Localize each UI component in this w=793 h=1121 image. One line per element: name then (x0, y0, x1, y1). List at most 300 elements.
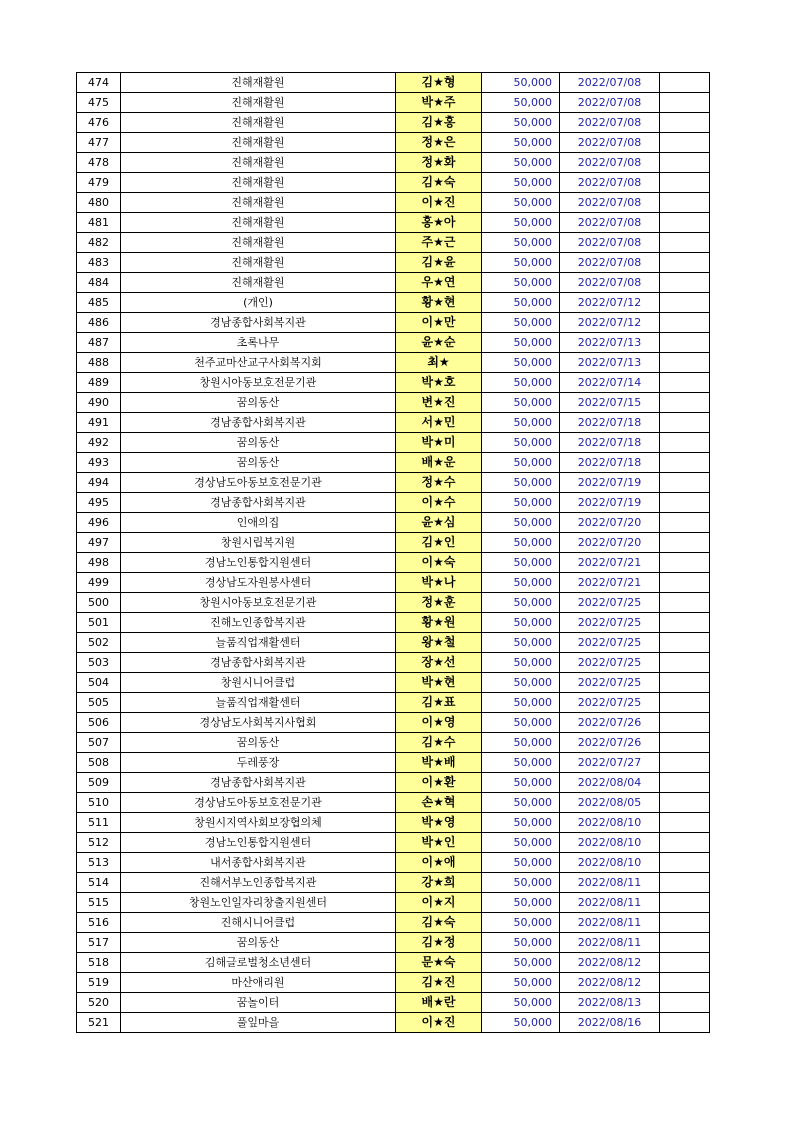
table-row (77, 913, 710, 933)
row-number-cell: 513 (77, 853, 121, 873)
amount-cell: 50,000 (482, 773, 560, 793)
date-cell: 2022/07/19 (560, 493, 660, 513)
note-cell (660, 813, 710, 833)
date-cell: 2022/07/15 (560, 393, 660, 413)
donor-name-cell: 이★숙 (396, 553, 482, 573)
date-cell: 2022/08/11 (560, 893, 660, 913)
donor-name-cell: 정★은 (396, 133, 482, 153)
date-cell: 2022/08/11 (560, 913, 660, 933)
organization-cell: 진해서부노인종합복지관 (121, 873, 396, 893)
date-cell: 2022/07/14 (560, 373, 660, 393)
table-row (77, 513, 710, 533)
row-number-cell: 521 (77, 1013, 121, 1033)
organization-cell: 진해재활원 (121, 173, 396, 193)
donor-name-cell: 왕★철 (396, 633, 482, 653)
amount-cell: 50,000 (482, 453, 560, 473)
table-row (77, 273, 710, 293)
date-cell: 2022/07/27 (560, 753, 660, 773)
organization-cell: 진해재활원 (121, 93, 396, 113)
row-number-cell: 491 (77, 413, 121, 433)
amount-cell: 50,000 (482, 113, 560, 133)
row-number-cell: 514 (77, 873, 121, 893)
table-row (77, 413, 710, 433)
note-cell (660, 993, 710, 1013)
amount-cell: 50,000 (482, 853, 560, 873)
organization-cell: 진해재활원 (121, 73, 396, 93)
date-cell: 2022/07/25 (560, 673, 660, 693)
date-cell: 2022/08/11 (560, 933, 660, 953)
table-row (77, 93, 710, 113)
row-number-cell: 502 (77, 633, 121, 653)
row-number-cell: 511 (77, 813, 121, 833)
amount-cell: 50,000 (482, 813, 560, 833)
amount-cell: 50,000 (482, 333, 560, 353)
date-cell: 2022/07/08 (560, 273, 660, 293)
table-row (77, 973, 710, 993)
donor-name-cell: 주★근 (396, 233, 482, 253)
note-cell (660, 853, 710, 873)
note-cell (660, 613, 710, 633)
row-number-cell: 500 (77, 593, 121, 613)
date-cell: 2022/07/26 (560, 713, 660, 733)
date-cell: 2022/07/08 (560, 153, 660, 173)
note-cell (660, 933, 710, 953)
donor-name-cell: 이★영 (396, 713, 482, 733)
organization-cell: 경상남도아동보호전문기관 (121, 473, 396, 493)
donor-name-cell: 윤★심 (396, 513, 482, 533)
note-cell (660, 353, 710, 373)
amount-cell: 50,000 (482, 253, 560, 273)
donor-name-cell: 김★형 (396, 73, 482, 93)
organization-cell: 창원노인일자리창출지원센터 (121, 893, 396, 913)
donation-table-body (77, 73, 710, 1033)
note-cell (660, 693, 710, 713)
note-cell (660, 193, 710, 213)
row-number-cell: 498 (77, 553, 121, 573)
date-cell: 2022/07/08 (560, 213, 660, 233)
organization-cell: 진해시니어클럽 (121, 913, 396, 933)
note-cell (660, 553, 710, 573)
note-cell (660, 133, 710, 153)
amount-cell: 50,000 (482, 953, 560, 973)
row-number-cell: 519 (77, 973, 121, 993)
date-cell: 2022/07/25 (560, 653, 660, 673)
note-cell (660, 293, 710, 313)
date-cell: 2022/07/08 (560, 113, 660, 133)
table-row (77, 933, 710, 953)
donor-name-cell: 윤★순 (396, 333, 482, 353)
note-cell (660, 833, 710, 853)
table-row (77, 993, 710, 1013)
note-cell (660, 753, 710, 773)
row-number-cell: 508 (77, 753, 121, 773)
note-cell (660, 573, 710, 593)
date-cell: 2022/08/12 (560, 973, 660, 993)
table-row (77, 373, 710, 393)
row-number-cell: 504 (77, 673, 121, 693)
note-cell (660, 93, 710, 113)
table-row (77, 873, 710, 893)
note-cell (660, 433, 710, 453)
amount-cell: 50,000 (482, 973, 560, 993)
row-number-cell: 501 (77, 613, 121, 633)
date-cell: 2022/08/10 (560, 813, 660, 833)
donor-name-cell: 박★호 (396, 373, 482, 393)
table-row (77, 473, 710, 493)
table-row (77, 733, 710, 753)
table-row (77, 173, 710, 193)
date-cell: 2022/07/20 (560, 533, 660, 553)
donor-name-cell: 이★만 (396, 313, 482, 333)
note-cell (660, 533, 710, 553)
row-number-cell: 489 (77, 373, 121, 393)
organization-cell: 창원시지역사회보장협의체 (121, 813, 396, 833)
note-cell (660, 593, 710, 613)
note-cell (660, 873, 710, 893)
donor-name-cell: 문★숙 (396, 953, 482, 973)
table-row (77, 793, 710, 813)
date-cell: 2022/07/13 (560, 333, 660, 353)
row-number-cell: 480 (77, 193, 121, 213)
table-row (77, 333, 710, 353)
organization-cell: (개인) (121, 293, 396, 313)
note-cell (660, 453, 710, 473)
donor-name-cell: 이★진 (396, 1013, 482, 1033)
row-number-cell: 483 (77, 253, 121, 273)
note-cell (660, 493, 710, 513)
table-row (77, 353, 710, 373)
row-number-cell: 495 (77, 493, 121, 513)
note-cell (660, 173, 710, 193)
date-cell: 2022/07/08 (560, 173, 660, 193)
organization-cell: 내서종합사회복지관 (121, 853, 396, 873)
table-row (77, 693, 710, 713)
table-row (77, 773, 710, 793)
amount-cell: 50,000 (482, 833, 560, 853)
amount-cell: 50,000 (482, 433, 560, 453)
organization-cell: 꿈의동산 (121, 733, 396, 753)
note-cell (660, 333, 710, 353)
amount-cell: 50,000 (482, 153, 560, 173)
amount-cell: 50,000 (482, 133, 560, 153)
note-cell (660, 1013, 710, 1033)
organization-cell: 김해글로벌청소년센터 (121, 953, 396, 973)
date-cell: 2022/07/25 (560, 593, 660, 613)
donor-name-cell: 변★진 (396, 393, 482, 413)
date-cell: 2022/07/21 (560, 573, 660, 593)
organization-cell: 진해재활원 (121, 113, 396, 133)
row-number-cell: 506 (77, 713, 121, 733)
organization-cell: 천주교마산교구사회복지회 (121, 353, 396, 373)
date-cell: 2022/08/13 (560, 993, 660, 1013)
organization-cell: 꿈의동산 (121, 433, 396, 453)
organization-cell: 꿈놀이터 (121, 993, 396, 1013)
donor-name-cell: 이★지 (396, 893, 482, 913)
organization-cell: 경남종합사회복지관 (121, 313, 396, 333)
amount-cell: 50,000 (482, 573, 560, 593)
table-row (77, 633, 710, 653)
amount-cell: 50,000 (482, 473, 560, 493)
amount-cell: 50,000 (482, 673, 560, 693)
amount-cell: 50,000 (482, 553, 560, 573)
row-number-cell: 493 (77, 453, 121, 473)
row-number-cell: 482 (77, 233, 121, 253)
donor-name-cell: 황★현 (396, 293, 482, 313)
amount-cell: 50,000 (482, 193, 560, 213)
table-row (77, 713, 710, 733)
donor-name-cell: 김★숙 (396, 913, 482, 933)
note-cell (660, 113, 710, 133)
amount-cell: 50,000 (482, 713, 560, 733)
date-cell: 2022/07/08 (560, 193, 660, 213)
table-row (77, 293, 710, 313)
organization-cell: 진해재활원 (121, 233, 396, 253)
table-row (77, 233, 710, 253)
donor-name-cell: 강★희 (396, 873, 482, 893)
date-cell: 2022/08/16 (560, 1013, 660, 1033)
table-row (77, 313, 710, 333)
table-row (77, 893, 710, 913)
date-cell: 2022/08/11 (560, 873, 660, 893)
amount-cell: 50,000 (482, 213, 560, 233)
table-row (77, 533, 710, 553)
donor-name-cell: 박★미 (396, 433, 482, 453)
row-number-cell: 520 (77, 993, 121, 1013)
donor-name-cell: 서★민 (396, 413, 482, 433)
note-cell (660, 373, 710, 393)
table-row (77, 433, 710, 453)
organization-cell: 경남종합사회복지관 (121, 653, 396, 673)
row-number-cell: 474 (77, 73, 121, 93)
date-cell: 2022/07/26 (560, 733, 660, 753)
note-cell (660, 633, 710, 653)
organization-cell: 늘품직업재활센터 (121, 633, 396, 653)
row-number-cell: 494 (77, 473, 121, 493)
row-number-cell: 479 (77, 173, 121, 193)
donor-name-cell: 김★정 (396, 933, 482, 953)
amount-cell: 50,000 (482, 73, 560, 93)
donor-name-cell: 손★혁 (396, 793, 482, 813)
row-number-cell: 481 (77, 213, 121, 233)
donor-name-cell: 김★수 (396, 733, 482, 753)
date-cell: 2022/07/19 (560, 473, 660, 493)
donor-name-cell: 정★화 (396, 153, 482, 173)
row-number-cell: 478 (77, 153, 121, 173)
amount-cell: 50,000 (482, 493, 560, 513)
amount-cell: 50,000 (482, 733, 560, 753)
note-cell (660, 733, 710, 753)
table-row (77, 813, 710, 833)
table-row (77, 113, 710, 133)
table-row (77, 1013, 710, 1033)
amount-cell: 50,000 (482, 753, 560, 773)
donor-name-cell: 정★수 (396, 473, 482, 493)
row-number-cell: 496 (77, 513, 121, 533)
table-row (77, 673, 710, 693)
note-cell (660, 513, 710, 533)
organization-cell: 진해재활원 (121, 133, 396, 153)
organization-cell: 초록나무 (121, 333, 396, 353)
row-number-cell: 475 (77, 93, 121, 113)
row-number-cell: 515 (77, 893, 121, 913)
organization-cell: 진해재활원 (121, 153, 396, 173)
organization-cell: 경남종합사회복지관 (121, 773, 396, 793)
donor-name-cell: 박★현 (396, 673, 482, 693)
donor-name-cell: 김★인 (396, 533, 482, 553)
table-row (77, 213, 710, 233)
row-number-cell: 499 (77, 573, 121, 593)
amount-cell: 50,000 (482, 893, 560, 913)
organization-cell: 진해재활원 (121, 193, 396, 213)
table-row (77, 193, 710, 213)
donor-name-cell: 장★선 (396, 653, 482, 673)
date-cell: 2022/07/25 (560, 633, 660, 653)
date-cell: 2022/08/04 (560, 773, 660, 793)
date-cell: 2022/07/08 (560, 73, 660, 93)
date-cell: 2022/07/08 (560, 133, 660, 153)
amount-cell: 50,000 (482, 913, 560, 933)
amount-cell: 50,000 (482, 613, 560, 633)
donor-name-cell: 김★윤 (396, 253, 482, 273)
note-cell (660, 313, 710, 333)
donor-name-cell: 이★애 (396, 853, 482, 873)
note-cell (660, 473, 710, 493)
date-cell: 2022/07/20 (560, 513, 660, 533)
donor-name-cell: 정★훈 (396, 593, 482, 613)
organization-cell: 진해노인종합복지관 (121, 613, 396, 633)
amount-cell: 50,000 (482, 633, 560, 653)
table-row (77, 753, 710, 773)
table-row (77, 833, 710, 853)
donor-name-cell: 홍★아 (396, 213, 482, 233)
date-cell: 2022/07/12 (560, 313, 660, 333)
donor-name-cell: 김★진 (396, 973, 482, 993)
note-cell (660, 913, 710, 933)
note-cell (660, 273, 710, 293)
donor-name-cell: 우★연 (396, 273, 482, 293)
date-cell: 2022/07/25 (560, 693, 660, 713)
amount-cell: 50,000 (482, 793, 560, 813)
table-row (77, 613, 710, 633)
note-cell (660, 253, 710, 273)
amount-cell: 50,000 (482, 393, 560, 413)
organization-cell: 창원시립복지원 (121, 533, 396, 553)
table-row (77, 153, 710, 173)
donor-name-cell: 최★ (396, 353, 482, 373)
date-cell: 2022/07/08 (560, 233, 660, 253)
donor-name-cell: 박★나 (396, 573, 482, 593)
donor-name-cell: 이★환 (396, 773, 482, 793)
organization-cell: 경남종합사회복지관 (121, 413, 396, 433)
organization-cell: 진해재활원 (121, 213, 396, 233)
donor-name-cell: 김★홍 (396, 113, 482, 133)
organization-cell: 두레풍장 (121, 753, 396, 773)
note-cell (660, 893, 710, 913)
organization-cell: 창원시아동보호전문기관 (121, 593, 396, 613)
table-row (77, 953, 710, 973)
date-cell: 2022/07/18 (560, 453, 660, 473)
note-cell (660, 673, 710, 693)
row-number-cell: 492 (77, 433, 121, 453)
row-number-cell: 490 (77, 393, 121, 413)
date-cell: 2022/07/08 (560, 253, 660, 273)
amount-cell: 50,000 (482, 373, 560, 393)
organization-cell: 꿈의동산 (121, 933, 396, 953)
date-cell: 2022/08/10 (560, 833, 660, 853)
note-cell (660, 793, 710, 813)
donor-name-cell: 배★운 (396, 453, 482, 473)
amount-cell: 50,000 (482, 653, 560, 673)
donor-name-cell: 이★수 (396, 493, 482, 513)
row-number-cell: 517 (77, 933, 121, 953)
row-number-cell: 486 (77, 313, 121, 333)
date-cell: 2022/08/10 (560, 853, 660, 873)
date-cell: 2022/07/08 (560, 93, 660, 113)
date-cell: 2022/08/12 (560, 953, 660, 973)
row-number-cell: 516 (77, 913, 121, 933)
donor-name-cell: 배★란 (396, 993, 482, 1013)
amount-cell: 50,000 (482, 233, 560, 253)
note-cell (660, 773, 710, 793)
row-number-cell: 484 (77, 273, 121, 293)
donor-name-cell: 이★진 (396, 193, 482, 213)
donor-name-cell: 김★표 (396, 693, 482, 713)
donor-name-cell: 박★인 (396, 833, 482, 853)
organization-cell: 경상남도사회복지사협회 (121, 713, 396, 733)
table-row (77, 453, 710, 473)
note-cell (660, 713, 710, 733)
organization-cell: 풀잎마을 (121, 1013, 396, 1033)
organization-cell: 꿈의동산 (121, 453, 396, 473)
row-number-cell: 487 (77, 333, 121, 353)
table-row (77, 393, 710, 413)
amount-cell: 50,000 (482, 693, 560, 713)
donor-name-cell: 황★원 (396, 613, 482, 633)
organization-cell: 창원시아동보호전문기관 (121, 373, 396, 393)
organization-cell: 꿈의동산 (121, 393, 396, 413)
date-cell: 2022/07/25 (560, 613, 660, 633)
row-number-cell: 476 (77, 113, 121, 133)
organization-cell: 진해재활원 (121, 273, 396, 293)
row-number-cell: 509 (77, 773, 121, 793)
note-cell (660, 413, 710, 433)
table-row (77, 553, 710, 573)
donor-name-cell: 박★배 (396, 753, 482, 773)
note-cell (660, 653, 710, 673)
amount-cell: 50,000 (482, 93, 560, 113)
table-row (77, 493, 710, 513)
table-row (77, 593, 710, 613)
note-cell (660, 73, 710, 93)
note-cell (660, 153, 710, 173)
table-row (77, 653, 710, 673)
donor-name-cell: 김★숙 (396, 173, 482, 193)
table-row (77, 573, 710, 593)
amount-cell: 50,000 (482, 1013, 560, 1033)
amount-cell: 50,000 (482, 533, 560, 553)
row-number-cell: 512 (77, 833, 121, 853)
date-cell: 2022/07/18 (560, 433, 660, 453)
organization-cell: 늘품직업재활센터 (121, 693, 396, 713)
amount-cell: 50,000 (482, 413, 560, 433)
row-number-cell: 485 (77, 293, 121, 313)
donor-name-cell: 박★영 (396, 813, 482, 833)
organization-cell: 경남노인통합지원센터 (121, 553, 396, 573)
organization-cell: 경상남도아동보호전문기관 (121, 793, 396, 813)
amount-cell: 50,000 (482, 293, 560, 313)
row-number-cell: 477 (77, 133, 121, 153)
amount-cell: 50,000 (482, 593, 560, 613)
